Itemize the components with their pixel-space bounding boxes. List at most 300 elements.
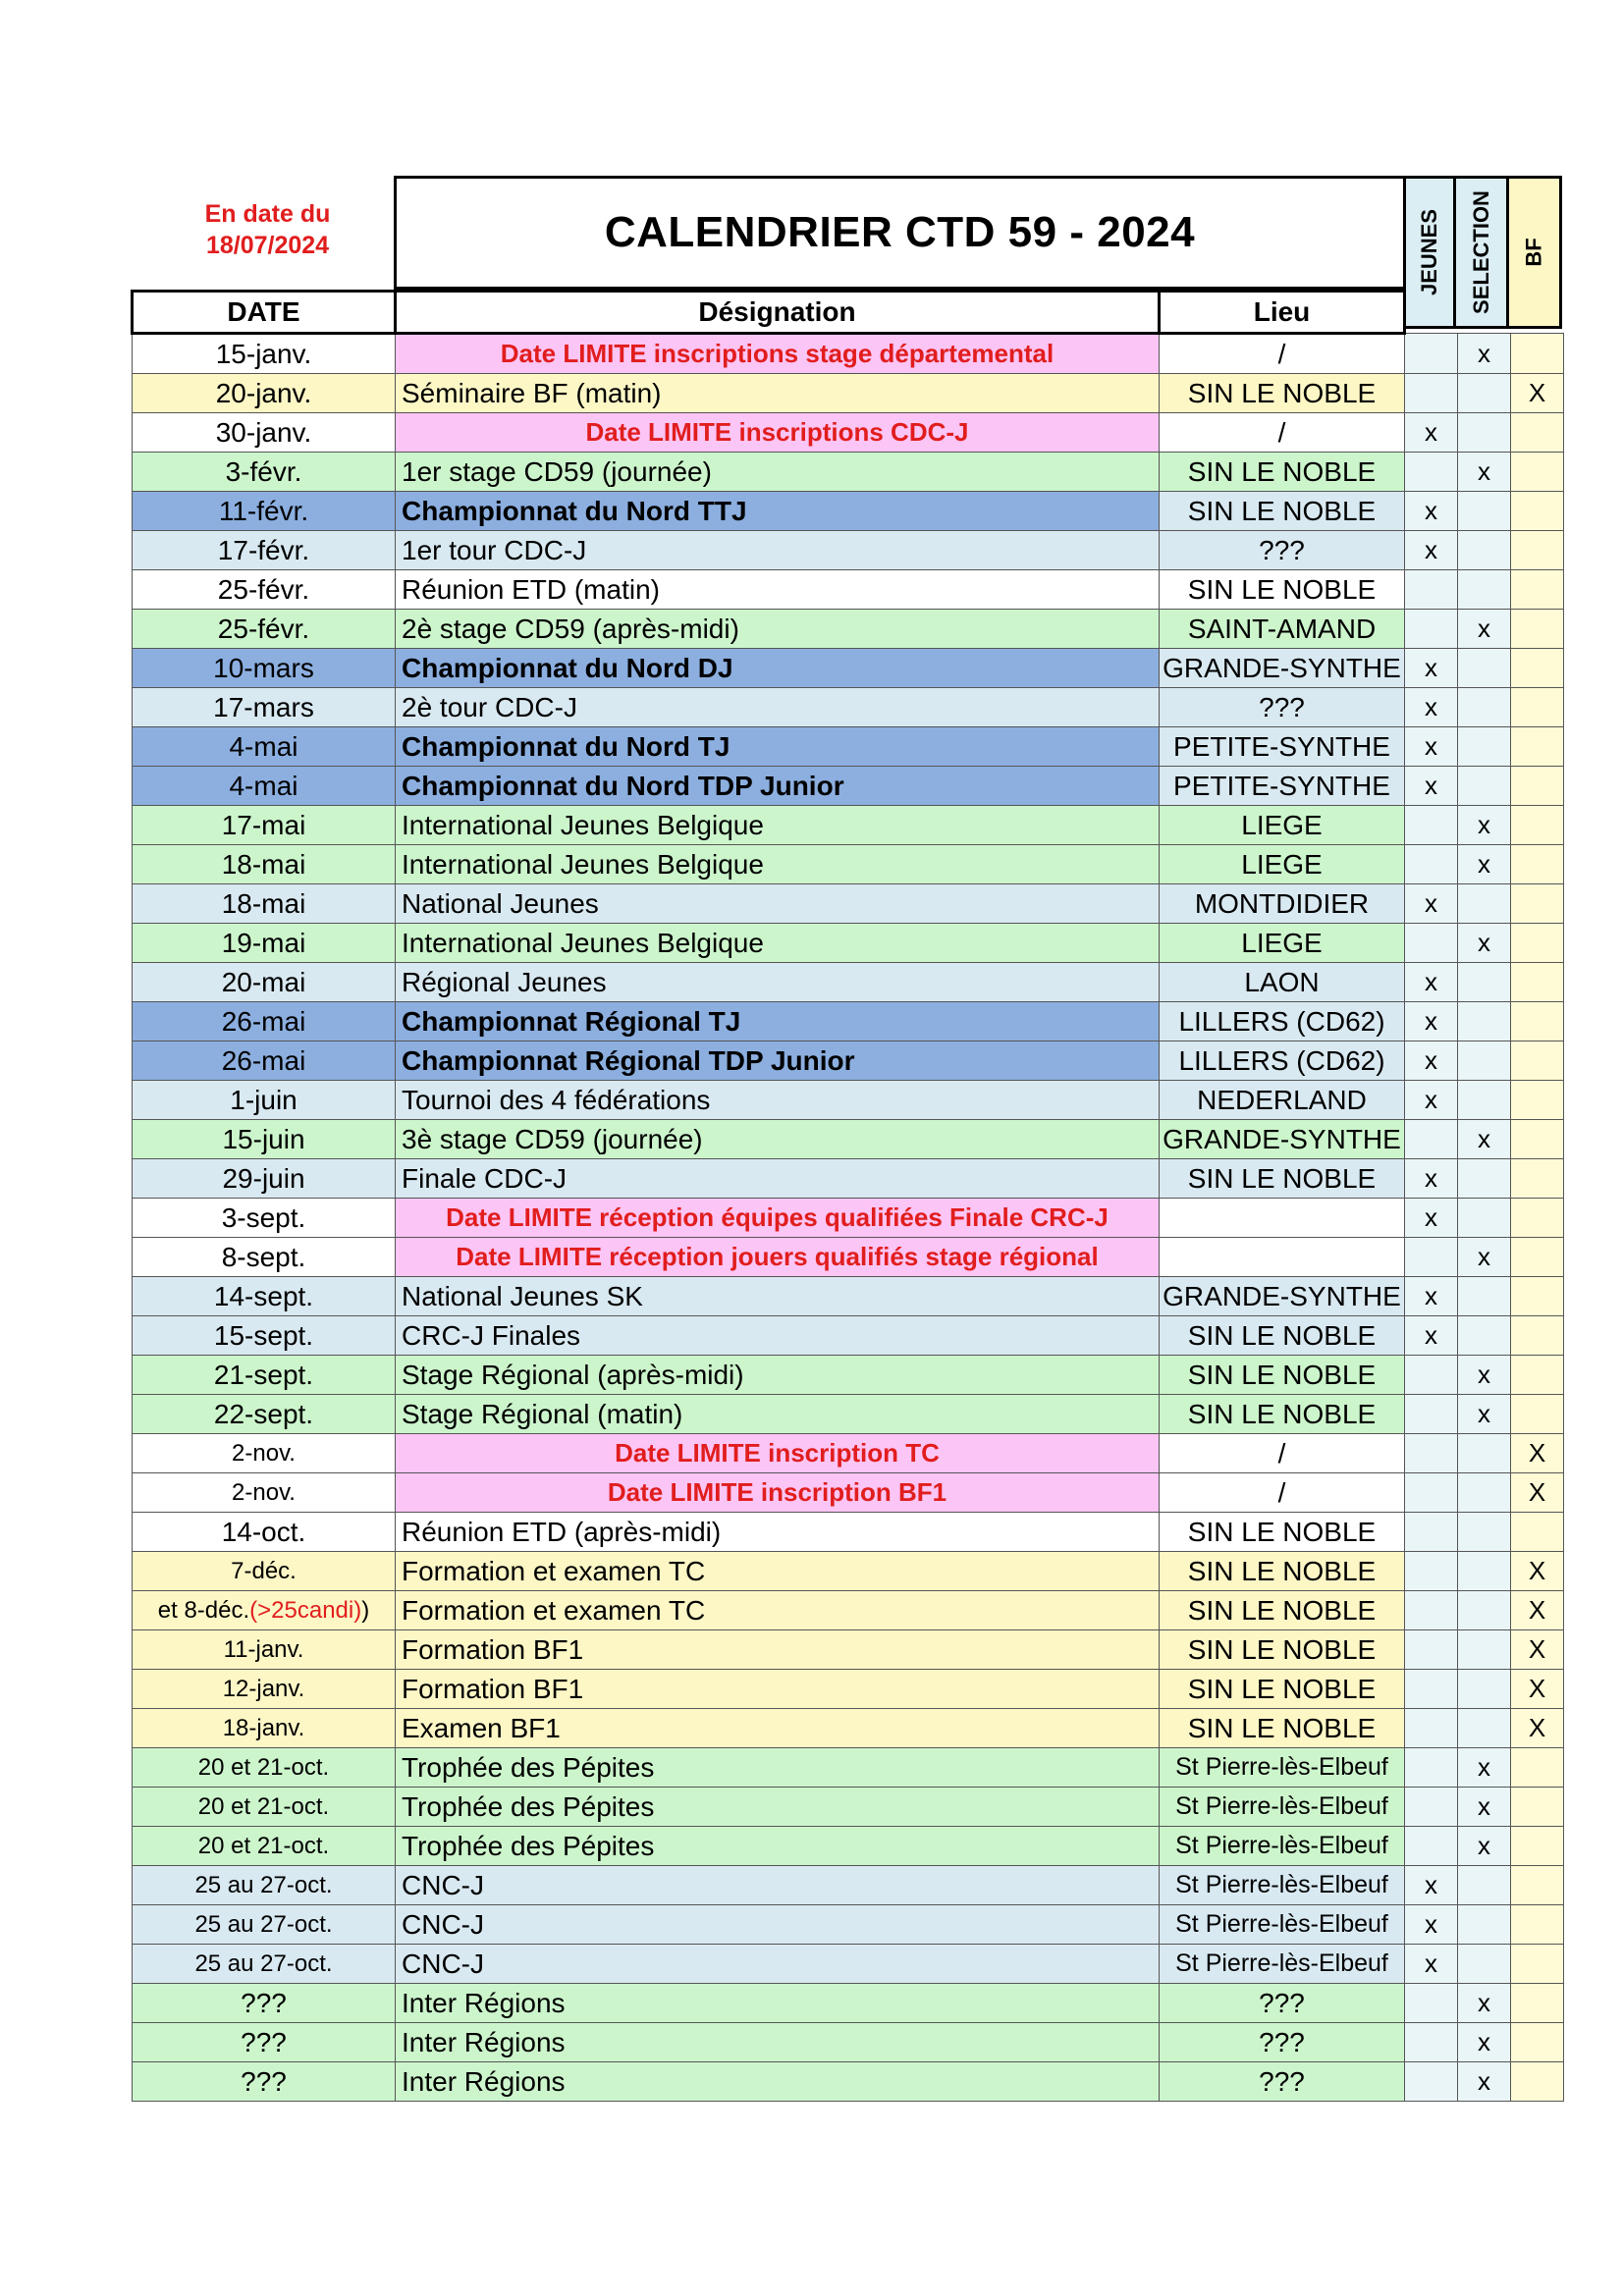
date-text: 18-mai [221,887,306,919]
table-row [133,1002,1564,1041]
table-row [133,334,1564,374]
selection-flag [1458,1709,1511,1748]
selection-flag [1458,767,1511,806]
selection-flag: x [1458,1748,1511,1788]
date-cell [133,413,396,453]
jeunes-flag [1405,806,1458,845]
table-row [133,767,1564,806]
date-cell [133,963,396,1002]
table-row [133,413,1564,453]
date-cell [133,1709,396,1748]
date-cell [133,334,396,374]
table-row [133,374,1564,413]
table-row [133,1513,1564,1552]
date-text: 3-févr. [225,455,302,487]
lieu-cell: SIN LE NOBLE [1160,1630,1405,1670]
bf-flag [1511,413,1564,453]
bf-flag [1511,1513,1564,1552]
date-cell [133,1199,396,1238]
lieu-cell: LILLERS (CD62) [1160,1041,1405,1081]
designation-cell: 1er stage CD59 (journée) [396,453,1160,492]
designation-cell: CNC-J [396,1945,1160,1984]
lieu-cell: GRANDE-SYNTHE [1160,1277,1405,1316]
table-row [133,1866,1564,1905]
flag-header-spacer [1405,292,1564,334]
jeunes-flag [1405,2023,1458,2062]
date-text: 26-mai [221,1005,306,1037]
table-row [133,649,1564,688]
bf-flag [1511,2062,1564,2102]
selection-flag [1458,1473,1511,1513]
lieu-cell: LIEGE [1160,845,1405,884]
bf-flag [1511,1277,1564,1316]
designation-cell: Formation BF1 [396,1630,1160,1670]
date-text: 25-févr. [217,573,310,605]
jeunes-flag [1405,1591,1458,1630]
date-cell [133,374,396,413]
jeunes-flag [1405,1984,1458,2023]
table-row [133,1788,1564,1827]
date-cell [133,531,396,570]
jeunes-flag [1405,1120,1458,1159]
selection-flag [1458,727,1511,767]
bf-flag [1511,453,1564,492]
date-text: 4-mai [229,730,298,762]
table-row [133,1316,1564,1356]
bf-flag [1511,1827,1564,1866]
date-text: 11-févr. [218,495,309,526]
designation-cell: 2è stage CD59 (après-midi) [396,610,1160,649]
designation-cell: Réunion ETD (matin) [396,570,1160,610]
table-row [133,806,1564,845]
lieu-cell: ??? [1160,2023,1405,2062]
date-cell [133,1356,396,1395]
date-text: 26-mai [221,1044,306,1076]
designation-cell: Trophée des Pépites [396,1827,1160,1866]
table-row [133,1434,1564,1473]
date-text: et 8-déc. [157,1596,250,1624]
jeunes-flag [1405,374,1458,413]
selection-flag [1458,1316,1511,1356]
designation-cell: Date LIMITE réception jouers qualifiés stage régional [396,1238,1160,1277]
date-text: 29-juin [222,1162,305,1194]
bf-flag [1511,1984,1564,2023]
jeunes-flag [1405,1356,1458,1395]
date-text: 30-janv. [215,416,312,448]
bf-flag: X [1511,374,1564,413]
selection-flag [1458,1591,1511,1630]
jeunes-flag [1405,1630,1458,1670]
designation-cell: National Jeunes SK [396,1277,1160,1316]
date-text: 21-sept. [213,1359,314,1390]
date-cell [133,1827,396,1866]
designation-cell: CNC-J [396,1866,1160,1905]
table-row [133,1748,1564,1788]
date-text: 3-sept. [221,1201,306,1233]
date-cell [133,688,396,727]
designation-cell: CNC-J [396,1905,1160,1945]
jeunes-flag [1405,1238,1458,1277]
designation-cell: 1er tour CDC-J [396,531,1160,570]
designation-cell: Stage Régional (matin) [396,1395,1160,1434]
bf-flag: X [1511,1434,1564,1473]
jeunes-flag [1405,1709,1458,1748]
date-text: 17-févr. [217,534,310,565]
lieu-cell: SIN LE NOBLE [1160,492,1405,531]
jeunes-flag: x [1405,767,1458,806]
lieu-cell: SIN LE NOBLE [1160,1159,1405,1199]
lieu-cell: SIN LE NOBLE [1160,1591,1405,1630]
date-text: 15-sept. [213,1319,314,1351]
date-text: 20-janv. [215,377,312,408]
date-tail: ) [361,1596,370,1624]
selection-flag [1458,1670,1511,1709]
designation-cell: Formation et examen TC [396,1552,1160,1591]
jeunes-flag: x [1405,1277,1458,1316]
designation-cell: National Jeunes [396,884,1160,924]
designation-cell: Date LIMITE inscriptions CDC-J [396,413,1160,453]
lieu-cell: / [1160,1473,1405,1513]
selection-flag [1458,1081,1511,1120]
lieu-cell: LIEGE [1160,806,1405,845]
date-note [147,198,388,261]
lieu-cell: St Pierre-lès-Elbeuf [1160,1905,1405,1945]
table-row [133,1630,1564,1670]
table-row [133,610,1564,649]
lieu-cell: SIN LE NOBLE [1160,1395,1405,1434]
lieu-cell: SIN LE NOBLE [1160,1670,1405,1709]
table-row [133,1081,1564,1120]
selection-flag [1458,570,1511,610]
lieu-cell: PETITE-SYNTHE [1160,767,1405,806]
date-text: 25 au 27-oct. [194,1871,333,1898]
table-row [133,1552,1564,1591]
jeunes-flag: x [1405,1041,1458,1081]
selection-flag [1458,531,1511,570]
bf-flag [1511,649,1564,688]
table-row [133,1159,1564,1199]
bf-flag [1511,492,1564,531]
table-row [133,727,1564,767]
table-row [133,1199,1564,1238]
lieu-cell: St Pierre-lès-Elbeuf [1160,1827,1405,1866]
designation-cell: International Jeunes Belgique [396,806,1160,845]
date-cell [133,1473,396,1513]
column-header-jeunes-label: JEUNES [1417,208,1442,296]
bf-flag [1511,1866,1564,1905]
selection-flag [1458,492,1511,531]
table-row [133,1827,1564,1866]
lieu-cell: / [1160,1434,1405,1473]
bf-flag [1511,727,1564,767]
date-text: 15-juin [222,1123,305,1154]
lieu-cell: NEDERLAND [1160,1081,1405,1120]
date-text: 18-mai [221,848,306,880]
lieu-cell: SIN LE NOBLE [1160,374,1405,413]
selection-flag: x [1458,1356,1511,1395]
column-header-bf-label: BF [1521,238,1546,267]
calendar-table [131,290,1564,2102]
bf-flag: X [1511,1670,1564,1709]
date-text: 2-nov. [232,1478,296,1506]
lieu-cell: ??? [1160,531,1405,570]
designation-cell: Inter Régions [396,2062,1160,2102]
jeunes-flag [1405,610,1458,649]
date-text: 14-oct. [221,1516,306,1547]
table-row [133,1670,1564,1709]
table-row [133,1473,1564,1513]
selection-flag [1458,1199,1511,1238]
date-text: 25-févr. [217,613,310,644]
table-row [133,2023,1564,2062]
bf-flag [1511,767,1564,806]
date-text: 20-mai [221,966,306,997]
designation-cell: Championnat du Nord TDP Junior [396,767,1160,806]
selection-flag: x [1458,1120,1511,1159]
jeunes-flag: x [1405,1002,1458,1041]
jeunes-flag [1405,1827,1458,1866]
jeunes-flag [1405,334,1458,374]
lieu-cell: SAINT-AMAND [1160,610,1405,649]
bf-flag [1511,1081,1564,1120]
table-row [133,688,1564,727]
table-row [133,1984,1564,2023]
date-cell [133,649,396,688]
lieu-cell: SIN LE NOBLE [1160,1316,1405,1356]
lieu-cell: SIN LE NOBLE [1160,1552,1405,1591]
lieu-cell: / [1160,334,1405,374]
date-cell [133,727,396,767]
selection-flag [1458,649,1511,688]
jeunes-flag: x [1405,727,1458,767]
selection-flag: x [1458,845,1511,884]
jeunes-flag: x [1405,492,1458,531]
date-cell [133,924,396,963]
jeunes-flag [1405,1434,1458,1473]
jeunes-flag [1405,1748,1458,1788]
designation-cell: Date LIMITE inscription BF1 [396,1473,1160,1513]
date-text: 7-déc. [231,1557,297,1584]
selection-flag: x [1458,1238,1511,1277]
date-cell [133,1041,396,1081]
bf-flag [1511,1159,1564,1199]
designation-cell: Finale CDC-J [396,1159,1160,1199]
selection-flag: x [1458,2023,1511,2062]
jeunes-flag: x [1405,413,1458,453]
jeunes-flag: x [1405,1945,1458,1984]
date-cell [133,1905,396,1945]
selection-flag [1458,688,1511,727]
table-row [133,1120,1564,1159]
bf-flag [1511,1238,1564,1277]
designation-cell: Date LIMITE inscription TC [396,1434,1160,1473]
selection-flag [1458,884,1511,924]
selection-flag [1458,1945,1511,1984]
lieu-cell [1160,1238,1405,1277]
date-cell [133,1120,396,1159]
lieu-cell [1160,1199,1405,1238]
jeunes-flag: x [1405,884,1458,924]
selection-flag: x [1458,1827,1511,1866]
bf-flag [1511,531,1564,570]
jeunes-flag: x [1405,649,1458,688]
date-cell [133,806,396,845]
lieu-cell: PETITE-SYNTHE [1160,727,1405,767]
designation-cell: Date LIMITE inscriptions stage départemental [396,334,1160,374]
table-row [133,963,1564,1002]
designation-cell: Formation BF1 [396,1670,1160,1709]
table-row [133,1395,1564,1434]
bf-flag: X [1511,1630,1564,1670]
designation-cell: Championnat Régional TDP Junior [396,1041,1160,1081]
selection-flag: x [1458,806,1511,845]
date-text: 20 et 21-oct. [197,1792,330,1820]
jeunes-flag: x [1405,1199,1458,1238]
jeunes-flag: x [1405,1866,1458,1905]
date-cell [133,1434,396,1473]
jeunes-flag [1405,1788,1458,1827]
date-text: 25 au 27-oct. [194,1949,333,1977]
date-cell [133,1630,396,1670]
table-row [133,845,1564,884]
lieu-cell: LILLERS (CD62) [1160,1002,1405,1041]
selection-flag: x [1458,1788,1511,1827]
lieu-cell: ??? [1160,1984,1405,2023]
date-text: 10-mars [213,652,314,683]
designation-cell: Inter Régions [396,2023,1160,2062]
selection-flag [1458,1434,1511,1473]
bf-flag [1511,2023,1564,2062]
lieu-cell: St Pierre-lès-Elbeuf [1160,1788,1405,1827]
date-cell [133,1748,396,1788]
bf-flag [1511,845,1564,884]
date-cell [133,1591,396,1630]
selection-flag [1458,1041,1511,1081]
lieu-cell: LAON [1160,963,1405,1002]
bf-flag [1511,1041,1564,1081]
date-note-value: 18/07/2024 [205,232,330,259]
designation-cell: Formation et examen TC [396,1591,1160,1630]
date-text: 14-sept. [213,1280,314,1311]
bf-flag: X [1511,1709,1564,1748]
date-text: 18-janv. [222,1714,305,1741]
table-header-row [133,292,1564,334]
page-title: CALENDRIER CTD 59 - 2024 [394,176,1403,290]
lieu-cell: SIN LE NOBLE [1160,570,1405,610]
date-cell [133,1081,396,1120]
jeunes-flag [1405,1670,1458,1709]
column-header-selection-label: SELECTION [1468,190,1493,314]
bf-flag [1511,1316,1564,1356]
date-cell [133,570,396,610]
designation-cell: Réunion ETD (après-midi) [396,1513,1160,1552]
selection-flag [1458,1630,1511,1670]
bf-flag [1511,1788,1564,1827]
jeunes-flag [1405,924,1458,963]
designation-cell: Trophée des Pépites [396,1748,1160,1788]
date-text: 25 au 27-oct. [194,1910,333,1938]
bf-flag [1511,1199,1564,1238]
selection-flag [1458,1866,1511,1905]
date-text: 4-mai [229,770,298,801]
table-row [133,570,1564,610]
designation-cell: Date LIMITE réception équipes qualifiées Finale CRC-J [396,1199,1160,1238]
jeunes-flag: x [1405,1905,1458,1945]
date-cell [133,1670,396,1709]
date-text: ??? [241,2065,287,2097]
date-cell [133,492,396,531]
selection-flag [1458,374,1511,413]
date-text: ??? [241,2026,287,2057]
selection-flag: x [1458,1395,1511,1434]
jeunes-flag [1405,845,1458,884]
date-cell [133,2023,396,2062]
bf-flag [1511,1395,1564,1434]
designation-cell: Séminaire BF (matin) [396,374,1160,413]
lieu-cell: GRANDE-SYNTHE [1160,1120,1405,1159]
table-row [133,1356,1564,1395]
bf-flag: X [1511,1591,1564,1630]
date-cell [133,845,396,884]
date-cell [133,1513,396,1552]
designation-cell: 2è tour CDC-J [396,688,1160,727]
date-cell [133,2062,396,2102]
jeunes-flag [1405,2062,1458,2102]
selection-flag: x [1458,453,1511,492]
jeunes-flag [1405,570,1458,610]
bf-flag [1511,1748,1564,1788]
lieu-cell: GRANDE-SYNTHE [1160,649,1405,688]
date-cell [133,1866,396,1905]
date-cell [133,1277,396,1316]
selection-flag [1458,963,1511,1002]
date-text: 20 et 21-oct. [197,1832,330,1859]
column-header-date: DATE [133,292,396,334]
jeunes-flag: x [1405,531,1458,570]
jeunes-flag [1405,1395,1458,1434]
date-note-label: En date du [204,200,331,228]
table-row [133,1041,1564,1081]
lieu-cell: / [1160,413,1405,453]
date-cell [133,1238,396,1277]
date-cell [133,1316,396,1356]
designation-cell: Stage Régional (après-midi) [396,1356,1160,1395]
column-header-lieu: Lieu [1160,292,1405,334]
designation-cell: 3è stage CD59 (journée) [396,1120,1160,1159]
lieu-cell: MONTDIDIER [1160,884,1405,924]
lieu-cell: St Pierre-lès-Elbeuf [1160,1945,1405,1984]
date-text: 8-sept. [221,1241,306,1272]
date-cell [133,1552,396,1591]
lieu-cell: LIEGE [1160,924,1405,963]
date-cell [133,1395,396,1434]
lieu-cell: SIN LE NOBLE [1160,1513,1405,1552]
selection-flag [1458,1159,1511,1199]
jeunes-flag: x [1405,963,1458,1002]
date-cell [133,1945,396,1984]
date-cell [133,1002,396,1041]
bf-flag [1511,570,1564,610]
bf-flag [1511,963,1564,1002]
date-cell [133,884,396,924]
jeunes-flag [1405,1513,1458,1552]
designation-cell: Régional Jeunes [396,963,1160,1002]
jeunes-flag: x [1405,1316,1458,1356]
selection-flag [1458,1552,1511,1591]
bf-flag [1511,1945,1564,1984]
bf-flag [1511,1905,1564,1945]
bf-flag [1511,1120,1564,1159]
